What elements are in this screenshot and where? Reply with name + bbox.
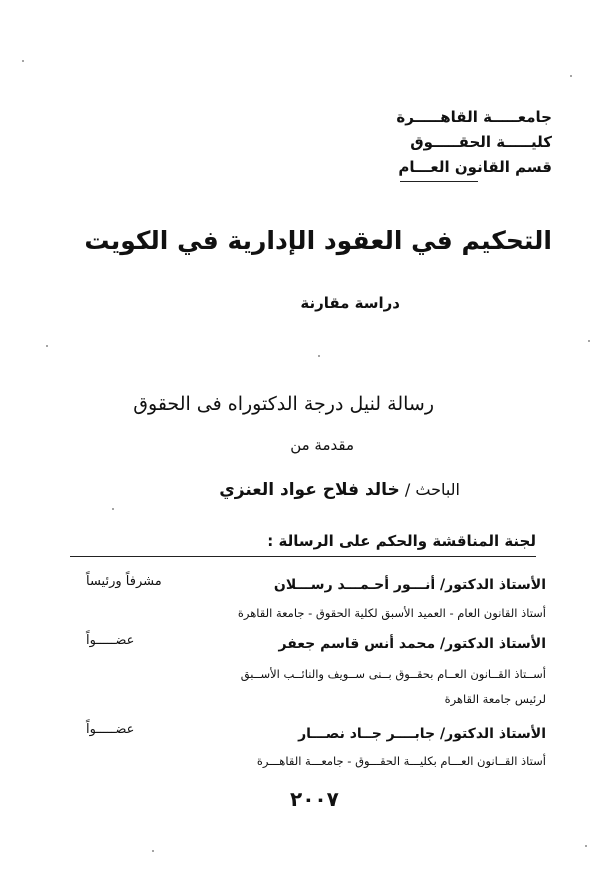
faculty-name: كليـــــة الحقـــــوق xyxy=(410,133,552,151)
committee-member-description: أستاذ القانون العام - العميد الأسبق لكلية الحقوق - جامعة القاهرة xyxy=(237,606,546,620)
researcher-line xyxy=(219,480,460,500)
committee-member-description: أستاذ القــانون العـــام بكليـــة الحقـــوق - جامعـــة القاهـــرة xyxy=(256,754,546,768)
committee-member-description: لرئيس جامعة القاهرة xyxy=(444,692,546,706)
presented-by: مقدمة من xyxy=(290,436,354,454)
committee-member-role: مشرفاً ورئيساً xyxy=(86,574,162,589)
thesis-subtitle: دراسة مقارنة xyxy=(300,294,400,312)
committee-member-role: عضـــــواً xyxy=(86,722,135,737)
scan-speck xyxy=(570,75,572,77)
committee-member-name xyxy=(274,577,546,593)
member-name: جابــــر جــاد نصـــار xyxy=(298,726,436,742)
degree-statement: رسالة لنيل درجة الدكتوراه فى الحقوق xyxy=(133,393,434,415)
scan-speck xyxy=(112,508,114,510)
scan-speck xyxy=(585,845,587,847)
member-title: الأستاذ الدكتور/ xyxy=(440,577,546,593)
thesis-year: ٢٠٠٧ xyxy=(290,787,339,811)
member-title: الأستاذ الدكتور/ xyxy=(440,636,546,652)
committee-heading: لجنة المناقشة والحكم على الرسالة : xyxy=(267,532,536,550)
committee-member-description: أســتاذ القــانون العــام بحقــوق بــنى ســويف والنائــب الأســبق xyxy=(240,667,546,681)
department-underline xyxy=(400,181,478,182)
member-name: أنـــور أحـمـــد رســـلان xyxy=(273,577,436,593)
scan-speck xyxy=(46,345,48,347)
researcher-label: الباحث / xyxy=(404,480,460,499)
university-name: جامعـــــة القاهـــــرة xyxy=(396,108,552,126)
scan-speck xyxy=(152,850,154,852)
committee-heading-underline xyxy=(70,556,536,557)
member-title: الأستاذ الدكتور/ xyxy=(440,726,546,742)
thesis-title: التحكيم في العقود الإدارية في الكويت xyxy=(84,226,552,255)
committee-member-name xyxy=(278,636,546,652)
scan-speck xyxy=(588,340,590,342)
committee-member-name xyxy=(298,726,546,742)
department-name: قسم القانون العـــام xyxy=(398,158,552,176)
scan-speck xyxy=(22,60,24,62)
researcher-name: خالد فلاح عواد العنزي xyxy=(219,480,400,500)
committee-member-role: عضـــــواً xyxy=(86,633,135,648)
member-name: محمد أنس قاسم جعفر xyxy=(278,636,436,652)
scan-speck xyxy=(318,355,320,357)
